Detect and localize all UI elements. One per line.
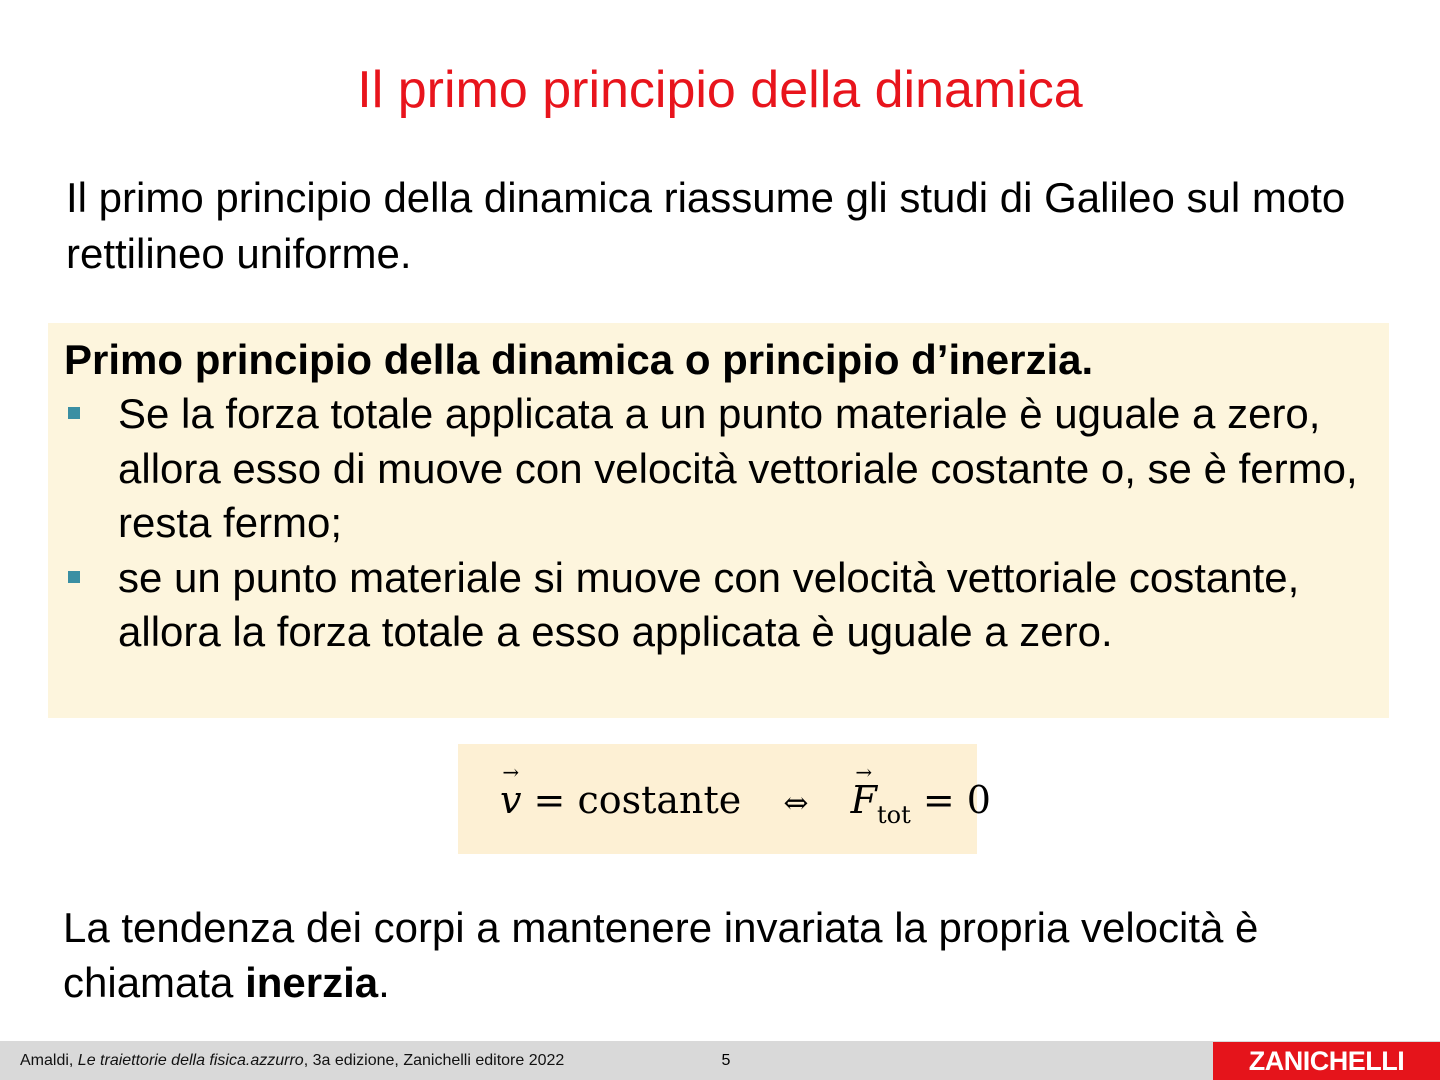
footer-citation <box>20 1051 564 1071</box>
formula-constant: = costante <box>521 778 742 822</box>
velocity-vector <box>500 760 522 822</box>
principle-bullet-2 <box>48 551 1378 660</box>
vector-arrow-icon: → <box>502 760 520 784</box>
principle-bullet-1 <box>48 387 1378 551</box>
velocity-symbol: v <box>500 778 522 822</box>
principle-heading: Primo principio della dinamica o principio d’inerzia. <box>64 336 1094 383</box>
bullet-square-icon <box>68 571 80 583</box>
iff-symbol: ⇔ <box>783 786 809 821</box>
principle-box <box>48 323 1389 718</box>
inertia-text: La tendenza dei corpi a mantenere invariata la propria velocità è chiamata <box>63 904 1259 1006</box>
intro-paragraph: Il primo principio della dinamica riassume gli studi di Galileo sul moto rettilineo uniforme. <box>66 174 1346 277</box>
force-symbol: F <box>850 778 877 822</box>
inertia-term: inerzia <box>245 959 379 1006</box>
page-number: 5 <box>721 1052 731 1069</box>
inertia-period: . <box>378 959 390 1006</box>
footer-book-title: Le traiettorie della fisica.azzurro <box>77 1052 304 1069</box>
force-subscript: tot <box>877 801 911 829</box>
slide-title: Il primo principio della dinamica <box>357 61 1083 119</box>
zanichelli-logo: ZANICHELLI <box>1213 1042 1440 1080</box>
formula <box>500 760 991 837</box>
bullet-text-1: Se la forza totale applicata a un punto materiale è uguale a zero, allora esso di muove con velocità vettoriale costante o, se è fermo, resta fermo; <box>118 390 1358 546</box>
inertia-paragraph <box>63 900 1393 1010</box>
formula-zero: = 0 <box>910 778 991 822</box>
bullet-text-2: se un punto materiale si muove con velocità vettoriale costante, allora la forza totale a esso applicata è uguale a zero. <box>118 553 1300 655</box>
force-vector <box>850 760 877 822</box>
footer-author: Amaldi, <box>20 1052 78 1069</box>
vector-arrow-icon: → <box>855 760 873 784</box>
formula-box <box>458 744 991 854</box>
bullet-square-icon <box>68 407 80 419</box>
footer-edition: , 3a edizione, Zanichelli editore 2022 <box>303 1052 565 1069</box>
principle-bullet-list <box>48 387 1378 660</box>
